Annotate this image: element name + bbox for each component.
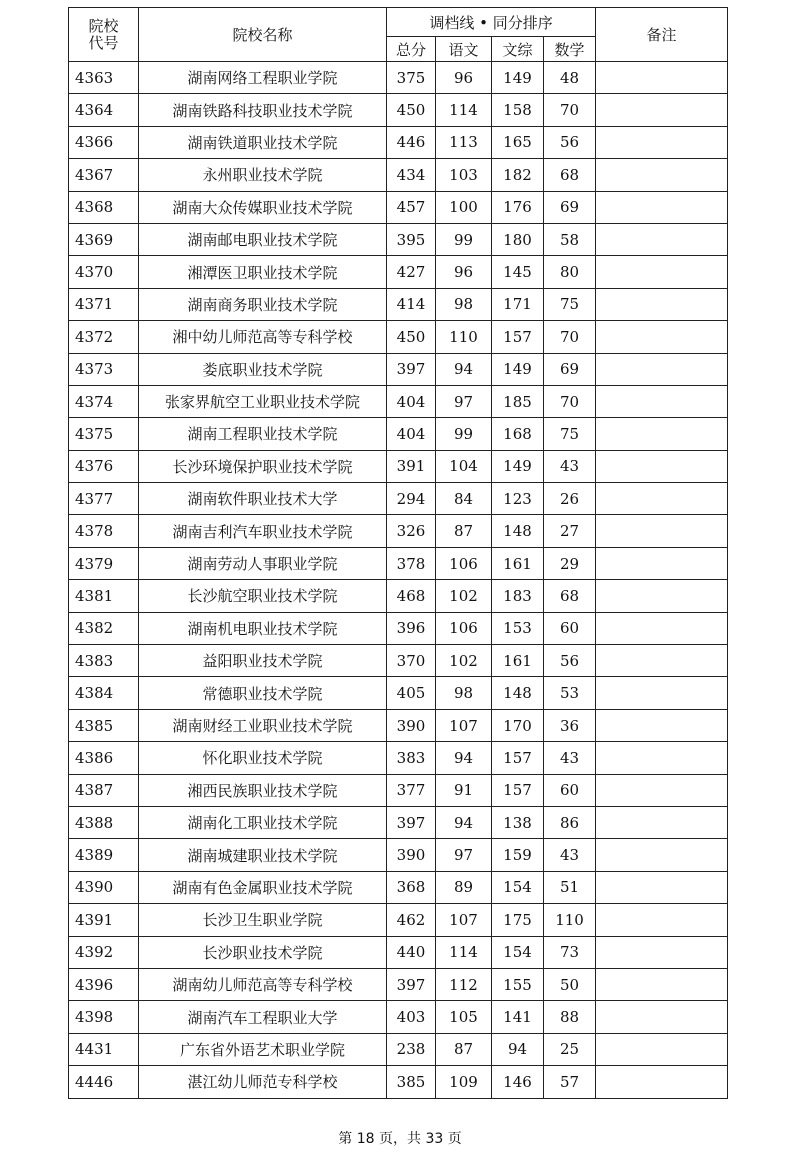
school-name-cell: 湖南化工职业技术学院 xyxy=(139,806,387,838)
school-code-cell: 4371 xyxy=(69,288,139,320)
remark-cell xyxy=(596,223,728,255)
school-name-cell: 湖南工程职业技术学院 xyxy=(139,418,387,450)
chinese-score-cell: 94 xyxy=(436,806,492,838)
school-code-cell: 4378 xyxy=(69,515,139,547)
school-name-cell: 湘中幼儿师范高等专科学校 xyxy=(139,321,387,353)
table-row xyxy=(69,547,728,579)
math-score-cell: 86 xyxy=(544,806,596,838)
liberal-arts-score-cell: 138 xyxy=(492,806,544,838)
total-score-cell: 404 xyxy=(387,385,436,417)
liberal-arts-score-cell: 157 xyxy=(492,742,544,774)
school-code-cell: 4372 xyxy=(69,321,139,353)
math-score-cell: 73 xyxy=(544,936,596,968)
total-score-cell: 397 xyxy=(387,968,436,1000)
math-score-cell: 69 xyxy=(544,191,596,223)
school-name-cell: 湘西民族职业技术学院 xyxy=(139,774,387,806)
remark-column-header: 备注 xyxy=(596,8,728,62)
remark-cell xyxy=(596,612,728,644)
total-score-cell: 383 xyxy=(387,742,436,774)
math-score-cell: 29 xyxy=(544,547,596,579)
liberal-arts-score-cell: 161 xyxy=(492,645,544,677)
remark-cell xyxy=(596,709,728,741)
math-score-cell: 50 xyxy=(544,968,596,1000)
math-score-cell: 60 xyxy=(544,774,596,806)
school-name-cell: 湖南汽车工程职业大学 xyxy=(139,1001,387,1033)
remark-cell xyxy=(596,871,728,903)
school-name-cell: 长沙环境保护职业技术学院 xyxy=(139,450,387,482)
school-code-cell: 4398 xyxy=(69,1001,139,1033)
math-score-cell: 56 xyxy=(544,645,596,677)
math-score-cell: 26 xyxy=(544,483,596,515)
school-code-cell: 4368 xyxy=(69,191,139,223)
school-code-cell: 4391 xyxy=(69,904,139,936)
math-score-cell: 25 xyxy=(544,1033,596,1065)
chinese-score-cell: 94 xyxy=(436,742,492,774)
code-header-line1: 院校 xyxy=(88,16,119,35)
school-code-cell: 4369 xyxy=(69,223,139,255)
school-name-cell: 长沙卫生职业学院 xyxy=(139,904,387,936)
liberal-arts-score-cell: 153 xyxy=(492,612,544,644)
total-score-cell: 391 xyxy=(387,450,436,482)
school-name-cell: 湛江幼儿师范专科学校 xyxy=(139,1066,387,1098)
total-score-cell: 403 xyxy=(387,1001,436,1033)
name-column-header: 院校名称 xyxy=(139,8,387,62)
chinese-score-cell: 97 xyxy=(436,839,492,871)
math-score-cell: 75 xyxy=(544,288,596,320)
table-row xyxy=(69,126,728,158)
school-name-cell: 湖南软件职业技术大学 xyxy=(139,483,387,515)
school-code-cell: 4446 xyxy=(69,1066,139,1098)
chinese-score-cell: 102 xyxy=(436,645,492,677)
math-score-cell: 110 xyxy=(544,904,596,936)
table-row xyxy=(69,483,728,515)
chinese-score-cell: 113 xyxy=(436,126,492,158)
liberal-arts-score-cell: 149 xyxy=(492,450,544,482)
chinese-score-cell: 91 xyxy=(436,774,492,806)
admission-score-table xyxy=(68,7,728,1099)
table-row xyxy=(69,353,728,385)
remark-cell xyxy=(596,968,728,1000)
school-name-cell: 湖南财经工业职业技术学院 xyxy=(139,709,387,741)
school-name-cell: 湖南有色金属职业技术学院 xyxy=(139,871,387,903)
school-code-cell: 4431 xyxy=(69,1033,139,1065)
school-name-cell: 长沙职业技术学院 xyxy=(139,936,387,968)
math-score-cell: 80 xyxy=(544,256,596,288)
school-name-cell: 湖南网络工程职业学院 xyxy=(139,62,387,94)
chinese-score-cell: 87 xyxy=(436,515,492,547)
school-code-cell: 4367 xyxy=(69,159,139,191)
total-score-cell: 370 xyxy=(387,645,436,677)
remark-cell xyxy=(596,288,728,320)
school-name-cell: 湖南劳动人事职业学院 xyxy=(139,547,387,579)
table-body xyxy=(69,62,728,1099)
math-score-cell: 60 xyxy=(544,612,596,644)
school-code-cell: 4386 xyxy=(69,742,139,774)
chinese-score-cell: 100 xyxy=(436,191,492,223)
math-score-cell: 51 xyxy=(544,871,596,903)
table-row xyxy=(69,418,728,450)
liberal-arts-score-cell: 148 xyxy=(492,515,544,547)
total-score-cell: 395 xyxy=(387,223,436,255)
total-score-cell: 294 xyxy=(387,483,436,515)
math-score-cell: 68 xyxy=(544,159,596,191)
liberal-arts-score-cell: 155 xyxy=(492,968,544,1000)
chinese-score-cell: 112 xyxy=(436,968,492,1000)
total-score-cell: 434 xyxy=(387,159,436,191)
school-name-cell: 湖南铁道职业技术学院 xyxy=(139,126,387,158)
school-code-cell: 4382 xyxy=(69,612,139,644)
chinese-score-cell: 87 xyxy=(436,1033,492,1065)
table-row xyxy=(69,742,728,774)
total-score-cell: 378 xyxy=(387,547,436,579)
remark-cell xyxy=(596,936,728,968)
school-name-cell: 娄底职业技术学院 xyxy=(139,353,387,385)
school-name-cell: 湖南邮电职业技术学院 xyxy=(139,223,387,255)
liberal-arts-score-cell: 94 xyxy=(492,1033,544,1065)
school-name-cell: 广东省外语艺术职业学院 xyxy=(139,1033,387,1065)
remark-cell xyxy=(596,321,728,353)
remark-cell xyxy=(596,256,728,288)
school-name-cell: 湖南吉利汽车职业技术学院 xyxy=(139,515,387,547)
remark-cell xyxy=(596,806,728,838)
liberal-arts-score-cell: 154 xyxy=(492,871,544,903)
total-score-cell: 397 xyxy=(387,806,436,838)
total-score-cell: 440 xyxy=(387,936,436,968)
chinese-score-cell: 106 xyxy=(436,612,492,644)
remark-cell xyxy=(596,580,728,612)
table-row xyxy=(69,288,728,320)
math-score-cell: 88 xyxy=(544,1001,596,1033)
remark-cell xyxy=(596,385,728,417)
chinese-score-cell: 99 xyxy=(436,223,492,255)
liberal-arts-score-cell: 170 xyxy=(492,709,544,741)
table-row xyxy=(69,223,728,255)
remark-cell xyxy=(596,94,728,126)
liberal-arts-score-cell: 185 xyxy=(492,385,544,417)
school-code-cell: 4388 xyxy=(69,806,139,838)
school-code-cell: 4392 xyxy=(69,936,139,968)
math-score-cell: 70 xyxy=(544,94,596,126)
table-row xyxy=(69,968,728,1000)
math-score-cell: 69 xyxy=(544,353,596,385)
chinese-score-cell: 98 xyxy=(436,677,492,709)
table-row xyxy=(69,774,728,806)
total-score-cell: 404 xyxy=(387,418,436,450)
school-code-cell: 4376 xyxy=(69,450,139,482)
chinese-score-cell: 89 xyxy=(436,871,492,903)
chinese-score-cell: 96 xyxy=(436,256,492,288)
chinese-score-cell: 114 xyxy=(436,936,492,968)
liberal-arts-score-cell: 148 xyxy=(492,677,544,709)
liberal-arts-score-cell: 175 xyxy=(492,904,544,936)
math-score-cell: 36 xyxy=(544,709,596,741)
liberal-arts-score-cell: 158 xyxy=(492,94,544,126)
remark-cell xyxy=(596,62,728,94)
school-name-cell: 张家界航空工业职业技术学院 xyxy=(139,385,387,417)
table-row xyxy=(69,385,728,417)
code-column-header xyxy=(69,8,139,62)
chinese-column-header: 语文 xyxy=(436,37,492,62)
liberal-arts-score-cell: 171 xyxy=(492,288,544,320)
table-row xyxy=(69,256,728,288)
school-code-cell: 4370 xyxy=(69,256,139,288)
total-score-cell: 457 xyxy=(387,191,436,223)
total-score-cell: 396 xyxy=(387,612,436,644)
total-score-cell: 326 xyxy=(387,515,436,547)
table-row xyxy=(69,62,728,94)
table-row xyxy=(69,515,728,547)
remark-cell xyxy=(596,353,728,385)
table-row xyxy=(69,645,728,677)
school-code-cell: 4396 xyxy=(69,968,139,1000)
math-score-cell: 48 xyxy=(544,62,596,94)
chinese-score-cell: 104 xyxy=(436,450,492,482)
remark-cell xyxy=(596,839,728,871)
school-name-cell: 长沙航空职业技术学院 xyxy=(139,580,387,612)
chinese-score-cell: 106 xyxy=(436,547,492,579)
table-row xyxy=(69,612,728,644)
school-name-cell: 益阳职业技术学院 xyxy=(139,645,387,677)
chinese-score-cell: 97 xyxy=(436,385,492,417)
table-row xyxy=(69,677,728,709)
table-row xyxy=(69,904,728,936)
liberal-arts-score-cell: 165 xyxy=(492,126,544,158)
math-column-header: 数学 xyxy=(544,37,596,62)
table-header-row xyxy=(69,8,728,37)
total-score-cell: 450 xyxy=(387,321,436,353)
school-code-cell: 4385 xyxy=(69,709,139,741)
liberal-arts-score-cell: 145 xyxy=(492,256,544,288)
school-name-cell: 湘潭医卫职业技术学院 xyxy=(139,256,387,288)
total-score-cell: 377 xyxy=(387,774,436,806)
remark-cell xyxy=(596,483,728,515)
school-code-cell: 4373 xyxy=(69,353,139,385)
liberal-arts-score-cell: 146 xyxy=(492,1066,544,1098)
total-score-cell: 446 xyxy=(387,126,436,158)
total-score-cell: 238 xyxy=(387,1033,436,1065)
school-code-cell: 4366 xyxy=(69,126,139,158)
math-score-cell: 53 xyxy=(544,677,596,709)
school-code-cell: 4383 xyxy=(69,645,139,677)
liberal-arts-score-cell: 157 xyxy=(492,321,544,353)
liberal-arts-score-cell: 154 xyxy=(492,936,544,968)
school-name-cell: 湖南城建职业技术学院 xyxy=(139,839,387,871)
remark-cell xyxy=(596,547,728,579)
math-score-cell: 75 xyxy=(544,418,596,450)
math-score-cell: 70 xyxy=(544,385,596,417)
school-code-cell: 4364 xyxy=(69,94,139,126)
chinese-score-cell: 99 xyxy=(436,418,492,450)
total-score-cell: 397 xyxy=(387,353,436,385)
total-score-cell: 368 xyxy=(387,871,436,903)
total-score-cell: 450 xyxy=(387,94,436,126)
remark-cell xyxy=(596,774,728,806)
remark-cell xyxy=(596,126,728,158)
chinese-score-cell: 105 xyxy=(436,1001,492,1033)
liberal-arts-score-cell: 123 xyxy=(492,483,544,515)
score-group-header: 调档线 • 同分排序 xyxy=(387,8,596,37)
school-code-cell: 4375 xyxy=(69,418,139,450)
chinese-score-cell: 102 xyxy=(436,580,492,612)
remark-cell xyxy=(596,418,728,450)
remark-cell xyxy=(596,159,728,191)
math-score-cell: 43 xyxy=(544,742,596,774)
table-row xyxy=(69,839,728,871)
remark-cell xyxy=(596,1033,728,1065)
liberal-arts-score-cell: 159 xyxy=(492,839,544,871)
table-row xyxy=(69,191,728,223)
school-code-cell: 4374 xyxy=(69,385,139,417)
math-score-cell: 43 xyxy=(544,839,596,871)
total-score-cell: 375 xyxy=(387,62,436,94)
school-name-cell: 永州职业技术学院 xyxy=(139,159,387,191)
math-score-cell: 43 xyxy=(544,450,596,482)
table-row xyxy=(69,936,728,968)
school-name-cell: 湖南大众传媒职业技术学院 xyxy=(139,191,387,223)
school-code-cell: 4381 xyxy=(69,580,139,612)
liberal-arts-score-cell: 149 xyxy=(492,353,544,385)
total-score-cell: 390 xyxy=(387,839,436,871)
remark-cell xyxy=(596,1001,728,1033)
total-score-cell: 405 xyxy=(387,677,436,709)
total-score-cell: 390 xyxy=(387,709,436,741)
table-row xyxy=(69,1033,728,1065)
remark-cell xyxy=(596,904,728,936)
table-row xyxy=(69,159,728,191)
school-code-cell: 4387 xyxy=(69,774,139,806)
table-row xyxy=(69,580,728,612)
table-row xyxy=(69,806,728,838)
chinese-score-cell: 94 xyxy=(436,353,492,385)
page-footer: 第 18 页，共 33 页 xyxy=(338,1131,462,1147)
liberal-arts-score-cell: 183 xyxy=(492,580,544,612)
school-code-cell: 4377 xyxy=(69,483,139,515)
remark-cell xyxy=(596,191,728,223)
code-header-line2: 代号 xyxy=(88,33,119,52)
math-score-cell: 70 xyxy=(544,321,596,353)
math-score-cell: 58 xyxy=(544,223,596,255)
table-row xyxy=(69,321,728,353)
chinese-score-cell: 96 xyxy=(436,62,492,94)
school-code-cell: 4390 xyxy=(69,871,139,903)
math-score-cell: 27 xyxy=(544,515,596,547)
liberal-arts-score-cell: 149 xyxy=(492,62,544,94)
school-name-cell: 湖南幼儿师范高等专科学校 xyxy=(139,968,387,1000)
school-name-cell: 湖南商务职业技术学院 xyxy=(139,288,387,320)
table-row xyxy=(69,450,728,482)
chinese-score-cell: 107 xyxy=(436,904,492,936)
school-name-cell: 湖南铁路科技职业技术学院 xyxy=(139,94,387,126)
liberal-arts-score-cell: 161 xyxy=(492,547,544,579)
chinese-score-cell: 114 xyxy=(436,94,492,126)
table-row xyxy=(69,94,728,126)
chinese-score-cell: 103 xyxy=(436,159,492,191)
math-score-cell: 57 xyxy=(544,1066,596,1098)
liberal-arts-score-cell: 182 xyxy=(492,159,544,191)
table-row xyxy=(69,1001,728,1033)
chinese-score-cell: 98 xyxy=(436,288,492,320)
total-score-cell: 414 xyxy=(387,288,436,320)
liberal-arts-score-cell: 157 xyxy=(492,774,544,806)
chinese-score-cell: 107 xyxy=(436,709,492,741)
math-score-cell: 68 xyxy=(544,580,596,612)
remark-cell xyxy=(596,742,728,774)
math-score-cell: 56 xyxy=(544,126,596,158)
liberal-arts-score-cell: 176 xyxy=(492,191,544,223)
chinese-score-cell: 109 xyxy=(436,1066,492,1098)
school-code-cell: 4379 xyxy=(69,547,139,579)
remark-cell xyxy=(596,450,728,482)
liberal-arts-score-cell: 168 xyxy=(492,418,544,450)
table-row xyxy=(69,871,728,903)
remark-cell xyxy=(596,515,728,547)
school-code-cell: 4384 xyxy=(69,677,139,709)
table-row xyxy=(69,1066,728,1098)
remark-cell xyxy=(596,1066,728,1098)
school-name-cell: 怀化职业技术学院 xyxy=(139,742,387,774)
total-score-cell: 462 xyxy=(387,904,436,936)
total-score-cell: 385 xyxy=(387,1066,436,1098)
chinese-score-cell: 84 xyxy=(436,483,492,515)
school-name-cell: 常德职业技术学院 xyxy=(139,677,387,709)
liberal-arts-column-header: 文综 xyxy=(492,37,544,62)
chinese-score-cell: 110 xyxy=(436,321,492,353)
school-code-cell: 4389 xyxy=(69,839,139,871)
table-row xyxy=(69,709,728,741)
liberal-arts-score-cell: 180 xyxy=(492,223,544,255)
total-score-cell: 468 xyxy=(387,580,436,612)
remark-cell xyxy=(596,677,728,709)
school-name-cell: 湖南机电职业技术学院 xyxy=(139,612,387,644)
remark-cell xyxy=(596,645,728,677)
liberal-arts-score-cell: 141 xyxy=(492,1001,544,1033)
total-column-header: 总分 xyxy=(387,37,436,62)
total-score-cell: 427 xyxy=(387,256,436,288)
school-code-cell: 4363 xyxy=(69,62,139,94)
